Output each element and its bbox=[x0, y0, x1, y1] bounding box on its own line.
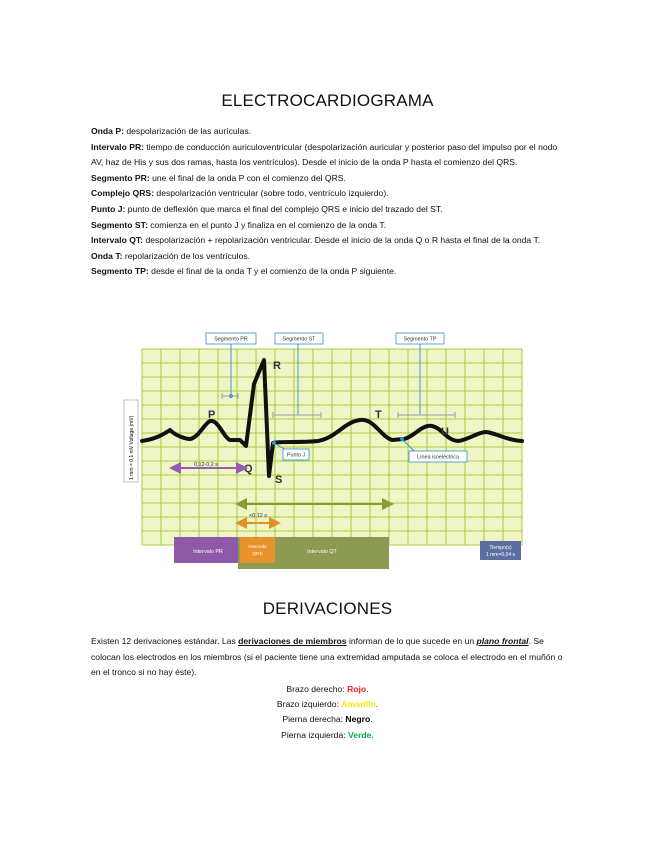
wave-r-label: R bbox=[273, 360, 281, 372]
definition-item: Intervalo PR: tiempo de conducción auriculoventricular (despolarización auricular y posterior paso del impulso por el nodo AV, haz de His y sus dos ramas, hasta los ventrículos). Desde el inicio de la onda P hasta el comienzo del QRS. bbox=[91, 141, 558, 168]
definition-item: Onda T: repolarización de los ventrículos. bbox=[91, 250, 251, 261]
derivations-title: DERIVACIONES bbox=[262, 599, 393, 618]
electrode-colors-list bbox=[0, 682, 655, 743]
wave-s-label: S bbox=[275, 474, 283, 486]
electrode-item: Brazo izquierdo: Amarillo. bbox=[276, 699, 379, 710]
definitions-list bbox=[91, 124, 569, 280]
pr-interval-label: Intervalo PR bbox=[193, 549, 223, 555]
segment-pr-label: Segmento PR bbox=[214, 336, 248, 343]
definition-item: Complejo QRS: despolarización ventricular (sobre todo, ventrículo izquierdo). bbox=[91, 188, 389, 199]
time-scale-line1: Tiempo(s) bbox=[489, 545, 512, 551]
wave-p-label: P bbox=[208, 409, 216, 421]
definition-item: Segmento PR: une el final de la onda P con el comienzo del QRS. bbox=[91, 172, 346, 183]
page-title: ELECTROCARDIOGRAMA bbox=[221, 91, 434, 110]
qrs-interval-bar bbox=[240, 537, 275, 563]
isoelectric-label: Línea isoeléctrica bbox=[417, 454, 459, 461]
ecg-diagram bbox=[118, 326, 530, 570]
time-scale-line2: 1 mm=0,04 s bbox=[485, 552, 516, 558]
electrode-item: Brazo derecho: Rojo. bbox=[286, 684, 369, 694]
definition-item: Intervalo QT: despolarización + repolarización ventricular. Desde el inicio de la onda Q o R hasta el final de la onda T. bbox=[91, 235, 541, 246]
wave-t-label: T bbox=[375, 409, 382, 421]
wave-q-label: Q bbox=[244, 463, 253, 475]
definition-item: Punto J: punto de deflexión que marca el final del complejo QRS e inicio del trazado del ST. bbox=[91, 203, 443, 214]
segment-tp-label: Segmento TP bbox=[403, 336, 437, 343]
derivations-paragraph: Existen 12 derivaciones estándar. Las derivaciones de miembros informan de lo que sucede en un plano frontal. Se colocan los electrodos en los miembros (si el paciente tiene una extremidad amputada se coloca el electrodo en el muñón o en el tronco si no hay éste). bbox=[91, 636, 563, 678]
ecg-grid bbox=[142, 349, 522, 545]
wave-u-label: U bbox=[441, 426, 449, 438]
pr-duration-label: 0,12-0,2 s bbox=[194, 462, 218, 468]
definition-item: Onda P: despolarización de las aurículas. bbox=[91, 126, 252, 136]
qt-interval-label: Intervalo QT bbox=[307, 549, 337, 555]
qrs-interval-label-1: Intervalo bbox=[248, 545, 267, 550]
qrs-duration-label: <0,12 s bbox=[249, 513, 267, 519]
qrs-interval-label-2: QRS bbox=[252, 552, 263, 557]
definition-item: Segmento ST: comienza en el punto J y finaliza en el comienzo de la onda T. bbox=[91, 219, 387, 230]
definition-item: Segmento TP: desde el final de la onda T y el comienzo de la onda P siguiente. bbox=[91, 266, 397, 277]
y-axis-label: 1 mm = 0,1 mV Voltage (mV) bbox=[129, 415, 135, 480]
segment-st-label: Segmento ST bbox=[282, 336, 316, 343]
point-j-label: Punto J bbox=[286, 452, 306, 459]
electrode-item: Pierna derecha: Negro. bbox=[282, 714, 373, 725]
electrode-item: Pierna izquierda: Verde. bbox=[281, 729, 374, 740]
